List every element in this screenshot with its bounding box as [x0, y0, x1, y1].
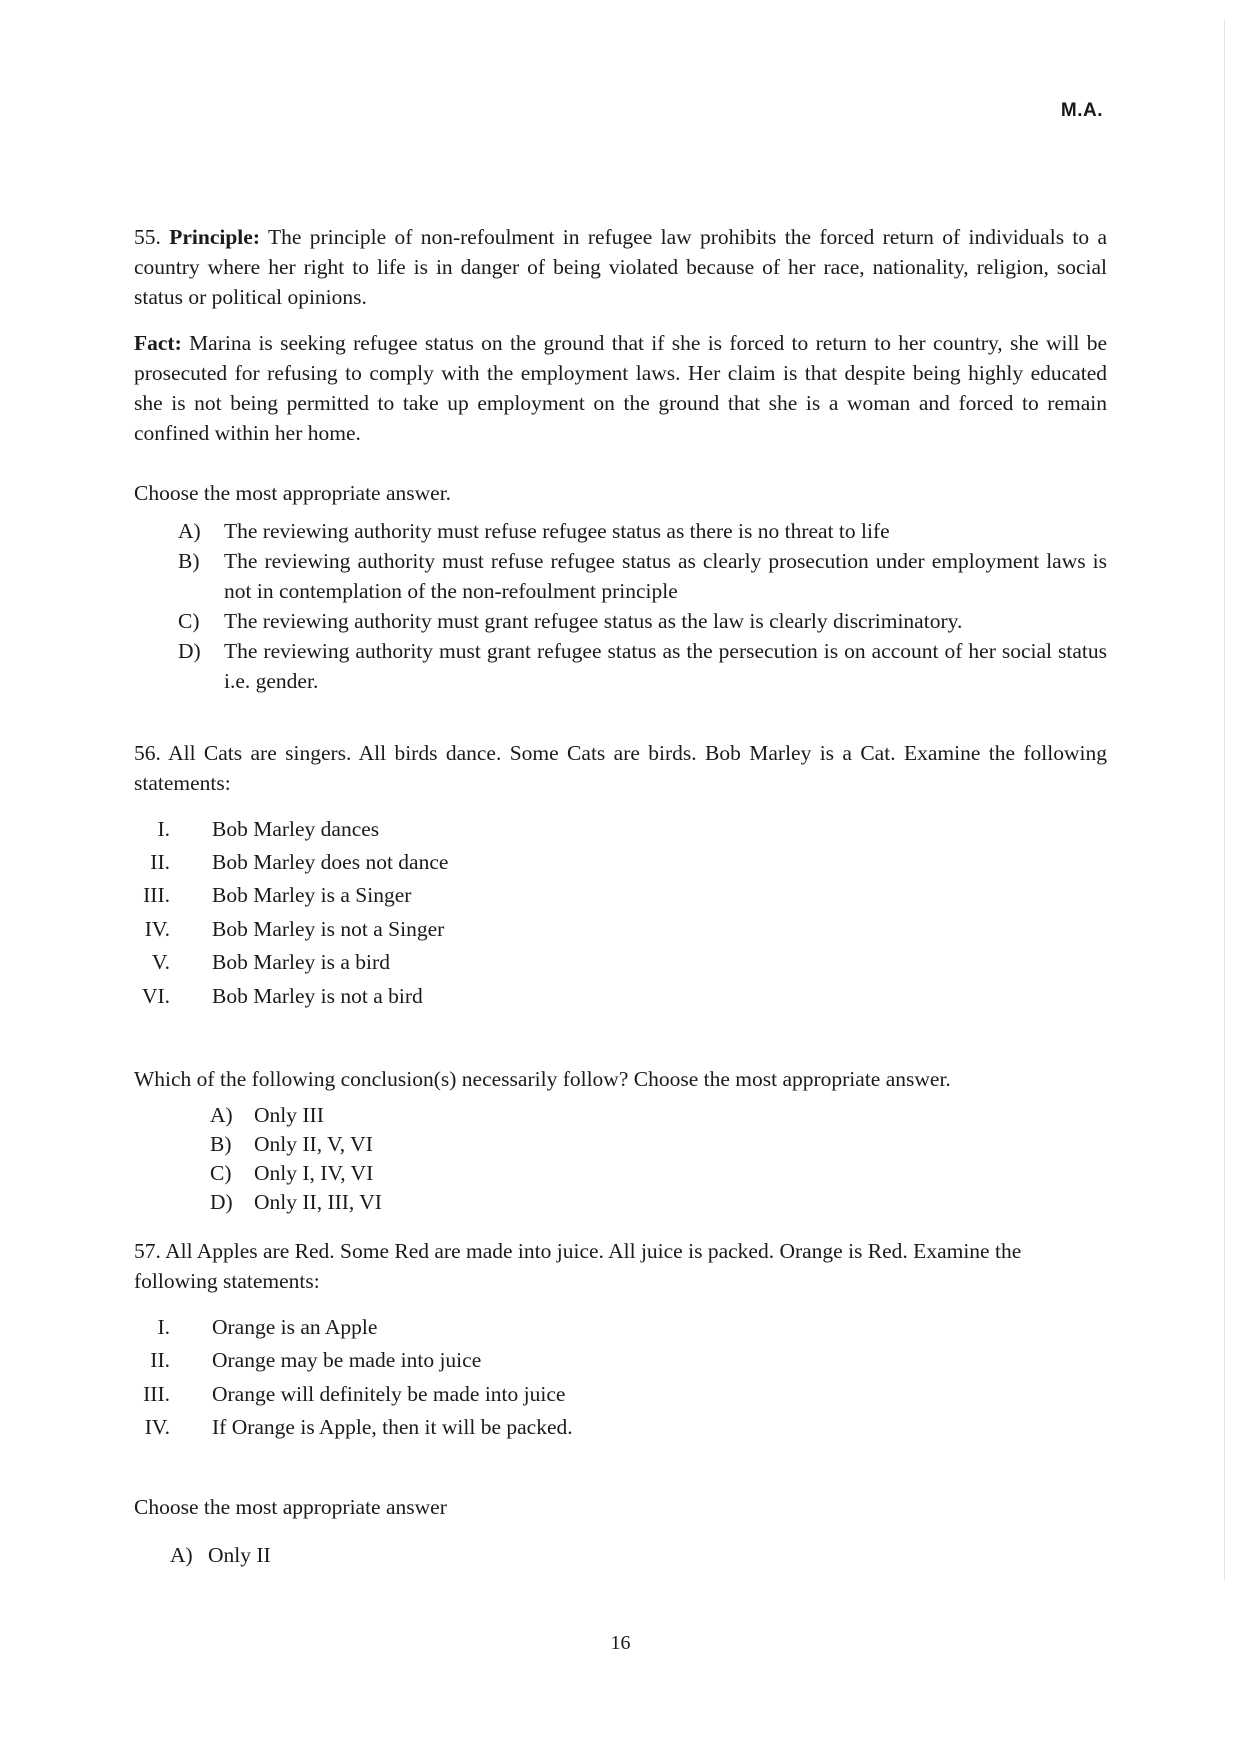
- q55-fact-label: Fact:: [134, 331, 182, 355]
- option-label: D): [210, 1189, 233, 1214]
- statement-text: Bob Marley dances: [212, 816, 380, 841]
- statement-number: IV.: [144, 1415, 170, 1440]
- q55-option-a: [178, 516, 1107, 546]
- q57-statements: [134, 1310, 1107, 1444]
- option-text: The reviewing authority must refuse refugee status as there is no threat to life: [224, 519, 890, 543]
- statement-text: Bob Marley does not dance: [212, 850, 449, 875]
- q55-option-c: [178, 606, 1107, 636]
- q56-option-b: [210, 1129, 1107, 1158]
- q56-stem: 56. All Cats are singers. All birds dance. Some Cats are birds. Bob Marley is a Cat. Examine the following statements:: [134, 741, 1107, 795]
- q56-prompt: Which of the following conclusion(s) necessarily follow? Choose the most appropriate answer.: [134, 1067, 951, 1092]
- statement-number: II.: [150, 850, 170, 875]
- statement-number: II.: [150, 1348, 170, 1373]
- option-label: B): [210, 1131, 232, 1156]
- q56-statements: [134, 812, 1107, 1012]
- option-text: The reviewing authority must refuse refugee status as clearly prosecution under employment laws is not in contemplation of the non-refoulment principle: [224, 549, 1107, 603]
- option-label: A): [170, 1542, 193, 1567]
- statement: [134, 1411, 1107, 1444]
- q57-stem: 57. All Apples are Red. Some Red are made into juice. All juice is packed. Orange is Red. Examine the following statements:: [134, 1239, 1022, 1294]
- option-label: C): [178, 609, 200, 633]
- statement-text: Bob Marley is a Singer: [212, 883, 412, 908]
- page-number: 16: [610, 1632, 631, 1654]
- q56-options: [134, 1100, 1107, 1216]
- statement: [134, 845, 1107, 878]
- statement: [134, 979, 1107, 1012]
- statement-text: Bob Marley is not a bird: [212, 983, 423, 1008]
- option-text: The reviewing authority must grant refugee status as the law is clearly discriminatory.: [224, 609, 963, 633]
- q55-options: [134, 516, 1107, 696]
- option-label: C): [210, 1160, 232, 1185]
- q55-fact: [134, 328, 1107, 448]
- statement: [134, 1377, 1107, 1410]
- q55-prompt: Choose the most appropriate answer.: [134, 481, 452, 505]
- q55-principle: [134, 222, 1107, 312]
- q57-prompt: Choose the most appropriate answer: [134, 1494, 447, 1519]
- statement-text: If Orange is Apple, then it will be packed.: [212, 1415, 573, 1440]
- statement-number: III.: [143, 1381, 170, 1406]
- statement-number: V.: [151, 950, 170, 975]
- q57-options: [134, 1540, 1107, 1570]
- q55-option-d: [178, 636, 1107, 696]
- statement-text: Orange will definitely be made into juice: [212, 1381, 566, 1406]
- q55-fact-text: Marina is seeking refugee status on the ground that if she is forced to return to her country, she will be prosecuted for refusing to comply with the employment laws. Her claim is that despite being highly educated she is not being permitted to take up employment on the ground that she is a woman and forced to remain confined within her home.: [134, 331, 1108, 445]
- option-text: Only I, IV, VI: [254, 1160, 374, 1185]
- q55-principle-text: The principle of non-refoulment in refugee law prohibits the forced return of individuals to a country where her right to life is in danger of being violated because of her race, nationality, religion, social status or political opinions.: [134, 225, 1107, 309]
- page-content: [134, 222, 1107, 1570]
- statement-number: I.: [157, 1315, 170, 1340]
- option-label: D): [178, 639, 201, 663]
- q56-option-a: [210, 1100, 1107, 1129]
- exam-code-header: M.A.: [1060, 100, 1103, 121]
- statement: [134, 1344, 1107, 1377]
- q56-option-d: [210, 1187, 1107, 1216]
- q55-number: 55.: [134, 225, 161, 249]
- statement-number: III.: [143, 883, 170, 908]
- statement-text: Orange may be made into juice: [212, 1348, 482, 1373]
- option-text: Only II, III, VI: [254, 1189, 382, 1214]
- statement-text: Bob Marley is not a Singer: [212, 916, 445, 941]
- q55-option-b: [178, 546, 1107, 606]
- statement-number: I.: [157, 816, 170, 841]
- statement-number: IV.: [144, 916, 170, 941]
- option-text: Only II: [208, 1542, 271, 1567]
- q57-option-a: [170, 1540, 1107, 1570]
- q56-option-c: [210, 1158, 1107, 1187]
- statement: [134, 912, 1107, 945]
- option-label: A): [210, 1102, 233, 1127]
- option-text: Only II, V, VI: [254, 1131, 373, 1156]
- statement-number: VI.: [141, 983, 170, 1008]
- statement: [134, 879, 1107, 912]
- option-text: The reviewing authority must grant refugee status as the persecution is on account of her social status i.e. gender.: [224, 639, 1107, 693]
- statement: [134, 812, 1107, 845]
- statement: [134, 1310, 1107, 1343]
- statement-text: Orange is an Apple: [212, 1315, 378, 1340]
- q55-principle-label: Principle:: [169, 225, 260, 249]
- scan-edge-line: [1224, 20, 1225, 1580]
- option-label: A): [178, 519, 201, 543]
- statement: [134, 946, 1107, 979]
- option-text: Only III: [254, 1102, 324, 1127]
- statement-text: Bob Marley is a bird: [212, 950, 390, 975]
- option-label: B): [178, 549, 200, 573]
